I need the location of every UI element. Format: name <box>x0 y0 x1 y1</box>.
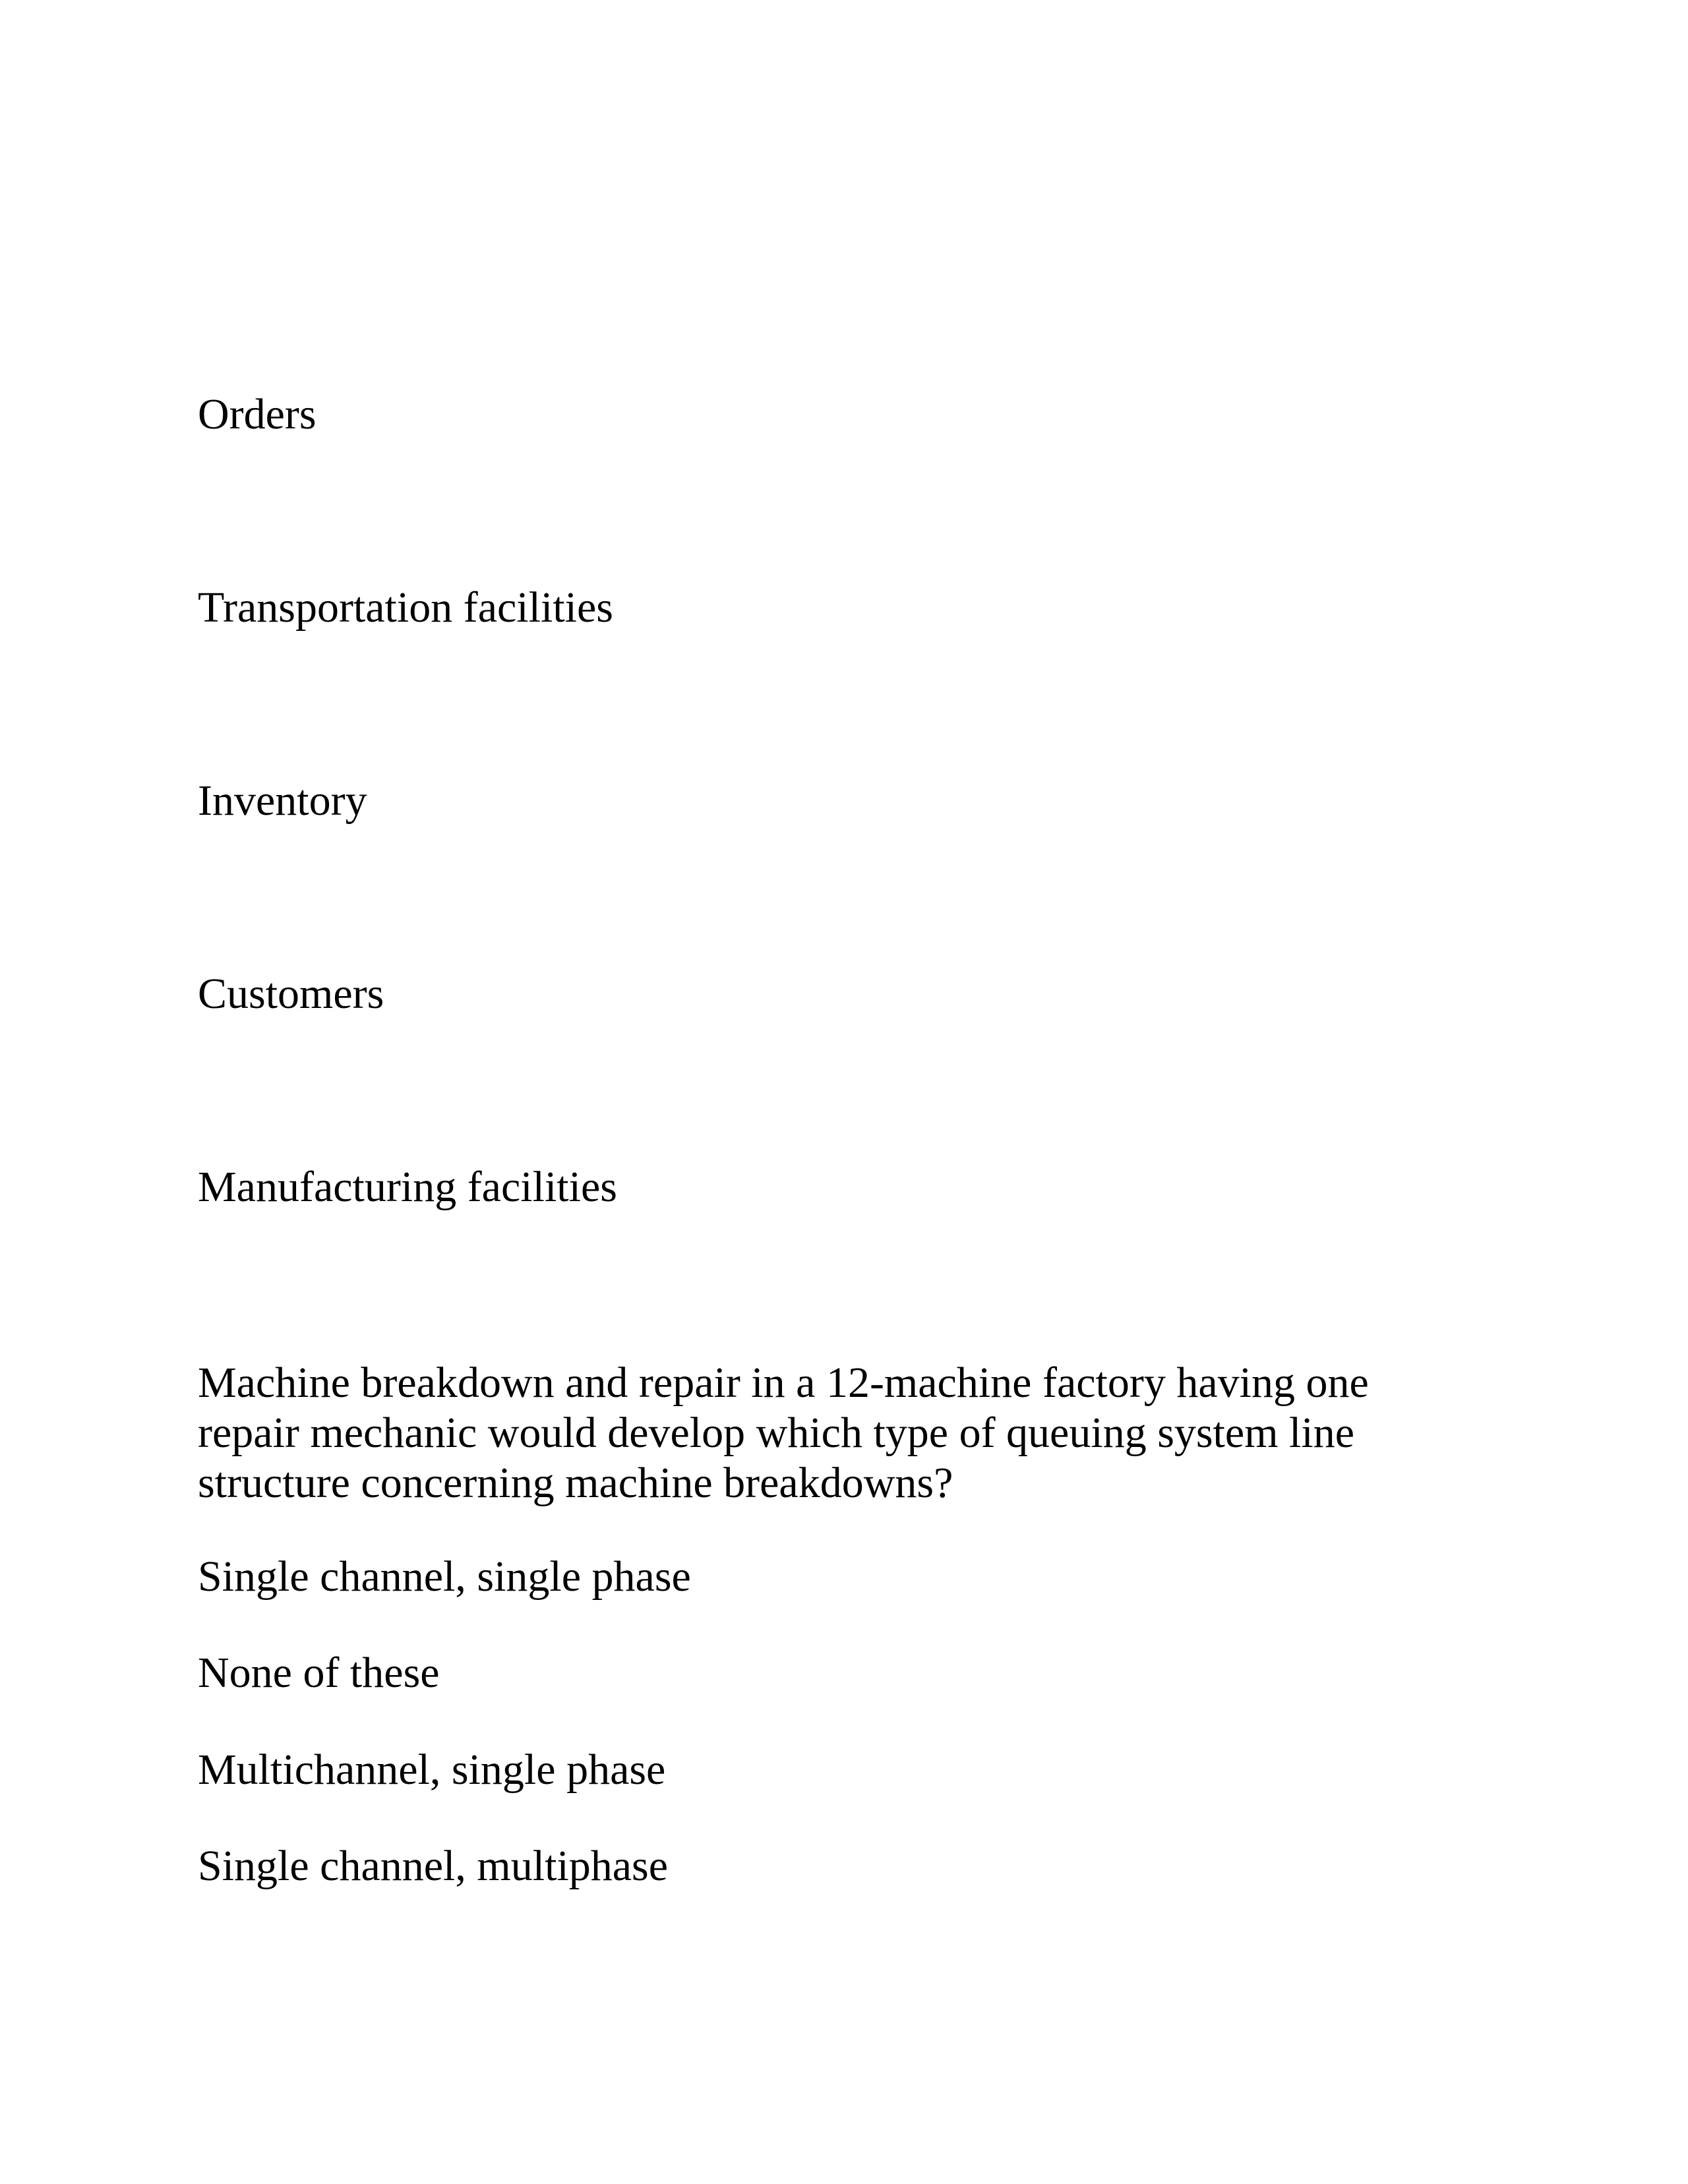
option-text: Manufacturing facilities <box>198 1163 617 1211</box>
question-line: repair mechanic would develop which type of queuing system line <box>198 1409 1354 1457</box>
answer-option: None of these <box>198 1649 440 1697</box>
option-text: Customers <box>198 970 384 1018</box>
option-text: Transportation facilities <box>198 583 613 632</box>
answer-option: Single channel, multiphase <box>198 1842 669 1890</box>
answer-option: Single channel, single phase <box>198 1552 691 1601</box>
answer-option: Multichannel, single phase <box>198 1746 666 1794</box>
question-text <box>198 1358 1490 1508</box>
question-line: structure concerning machine breakdowns? <box>198 1459 953 1507</box>
question-line: Machine breakdown and repair in a 12-machine factory having one <box>198 1359 1369 1407</box>
option-text: Inventory <box>198 777 367 825</box>
option-text: Orders <box>198 390 316 438</box>
